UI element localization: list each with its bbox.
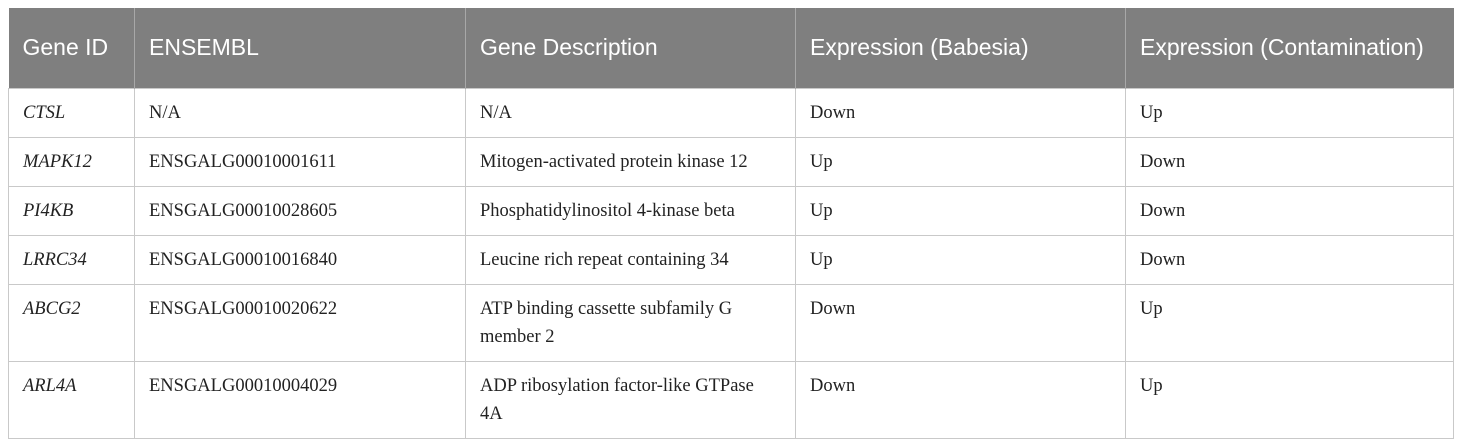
- gene-id-cell: ARL4A: [9, 361, 135, 438]
- description-cell: ADP ribosylation factor-like GTPase 4A: [466, 361, 796, 438]
- babesia-expression-cell: Up: [796, 235, 1126, 284]
- babesia-expression-cell: Down: [796, 284, 1126, 361]
- contamination-expression-cell: Down: [1126, 235, 1454, 284]
- ensembl-cell: ENSGALG00010004029: [135, 361, 466, 438]
- gene-id-cell: PI4KB: [9, 186, 135, 235]
- gene-id-cell: MAPK12: [9, 137, 135, 186]
- ensembl-cell: N/A: [135, 88, 466, 137]
- babesia-expression-cell: Down: [796, 361, 1126, 438]
- contamination-expression-cell: Up: [1126, 88, 1454, 137]
- table-row: [9, 284, 1454, 361]
- table-body: [9, 88, 1454, 438]
- babesia-expression-cell: Down: [796, 88, 1126, 137]
- table-row: [9, 88, 1454, 137]
- table-row: [9, 186, 1454, 235]
- description-cell: N/A: [466, 88, 796, 137]
- contamination-expression-cell: Down: [1126, 137, 1454, 186]
- header-expression-babesia: Expression (Babesia): [796, 8, 1126, 88]
- description-cell: Phosphatidylinositol 4-kinase beta: [466, 186, 796, 235]
- ensembl-cell: ENSGALG00010016840: [135, 235, 466, 284]
- contamination-expression-cell: Up: [1126, 361, 1454, 438]
- header-gene-description: Gene Description: [466, 8, 796, 88]
- table-row: [9, 137, 1454, 186]
- description-cell: Mitogen-activated protein kinase 12: [466, 137, 796, 186]
- description-cell: ATP binding cassette subfamily G member 2: [466, 284, 796, 361]
- ensembl-cell: ENSGALG00010028605: [135, 186, 466, 235]
- gene-expression-table: [8, 8, 1454, 439]
- header-gene-id: Gene ID: [22, 34, 109, 61]
- table-header: [9, 8, 1454, 88]
- description-cell: Leucine rich repeat containing 34: [466, 235, 796, 284]
- gene-id-cell: CTSL: [9, 88, 135, 137]
- contamination-expression-cell: Down: [1126, 186, 1454, 235]
- header-expression-contamination: Expression (Contamination): [1126, 8, 1454, 88]
- contamination-expression-cell: Up: [1126, 284, 1454, 361]
- babesia-expression-cell: Up: [796, 186, 1126, 235]
- babesia-expression-cell: Up: [796, 137, 1126, 186]
- gene-id-cell: ABCG2: [9, 284, 135, 361]
- gene-id-cell: LRRC34: [9, 235, 135, 284]
- table-row: [9, 235, 1454, 284]
- table-row: [9, 361, 1454, 438]
- header-ensembl: ENSEMBL: [135, 8, 466, 88]
- header-row: [9, 8, 1454, 88]
- ensembl-cell: ENSGALG00010001611: [135, 137, 466, 186]
- ensembl-cell: ENSGALG00010020622: [135, 284, 466, 361]
